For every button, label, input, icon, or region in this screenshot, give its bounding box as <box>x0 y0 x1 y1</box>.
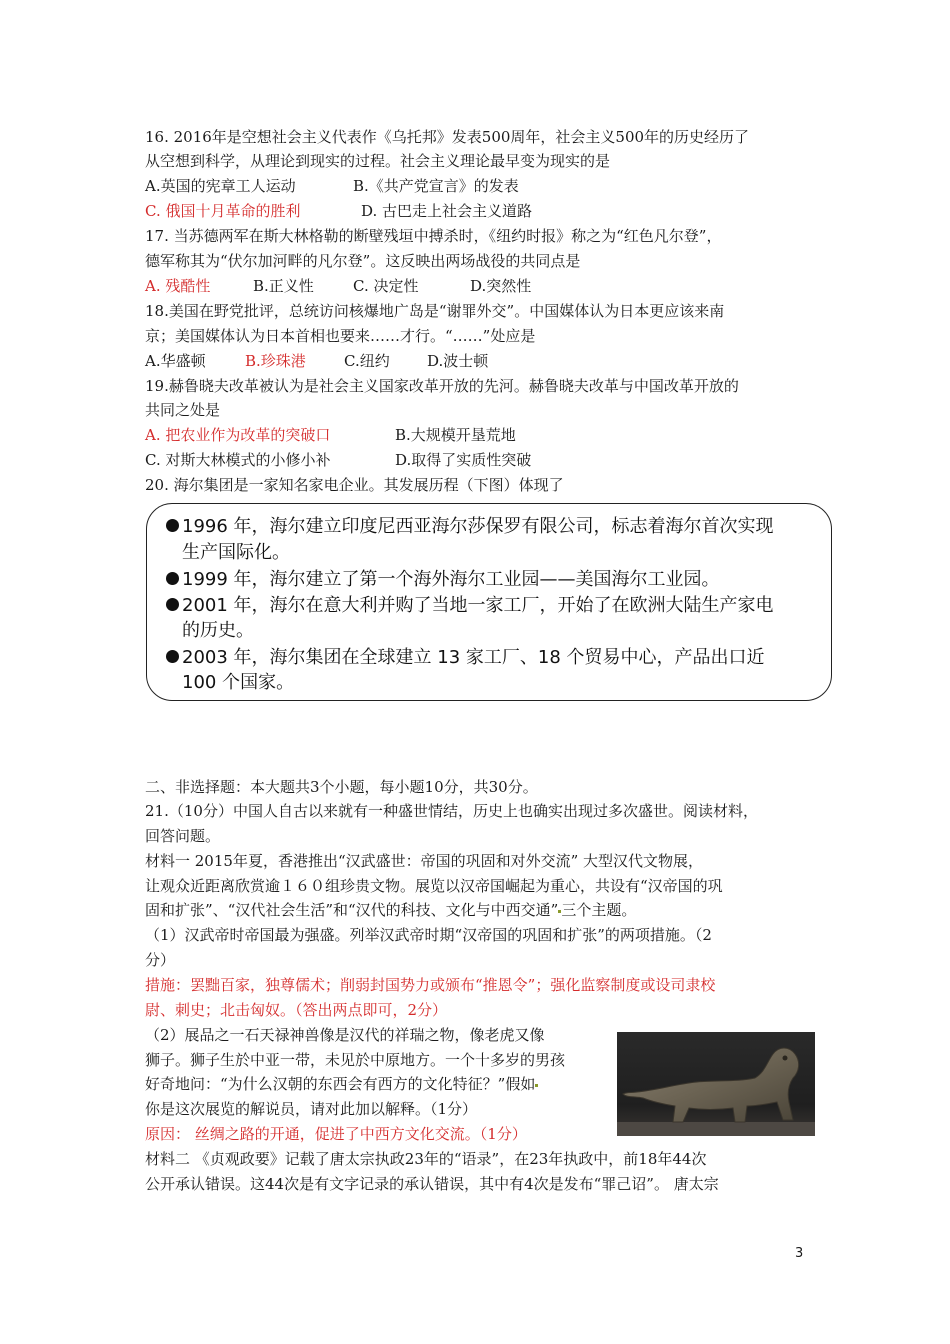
material1-line3: 固和扩张”、“汉代社会生活”和“汉代的科技、文化与中西交通” 三个主题。 <box>145 901 637 919</box>
q16-option-d: D. 古巴走上社会主义道路 <box>361 202 533 220</box>
q18-option-a: A.华盛顿 <box>145 352 206 370</box>
q19-option-a-answer: A. 把农业作为改革的突破口 <box>145 426 331 444</box>
sub-question1-line1: （1）汉武帝时帝国最为强盛。列举汉武帝时期“汉帝国的巩固和扩张”的两项措施。（2 <box>145 926 712 944</box>
q16-options-row1 <box>145 176 845 196</box>
q16-options-row2 <box>145 201 845 221</box>
q19-stem-line1: 19.赫鲁晓夫改革被认为是社会主义国家改革开放的先河。赫鲁晓夫改革与中国改革开放的 <box>145 377 739 395</box>
sub-question1-line2: 分） <box>145 951 176 969</box>
q21-stem-line1: 21.（10分）中国人自古以来就有一种盛世情结，历史上也确实出现过多次盛世。阅读材料， <box>145 802 758 820</box>
q18-stem-line1: 18.美国在野党批评，总统访问核爆地广岛是“谢罪外交”。中国媒体认为日本更应该来南 <box>145 302 725 320</box>
q20-stem: 20. 海尔集团是一家知名家电企业。其发展历程（下图）体现了 <box>145 476 564 494</box>
bullet-icon <box>166 650 179 663</box>
haier-2001-line2: 的历史。 <box>182 620 254 641</box>
sub-question2-line3: 好奇地问：“为什么汉朝的东西会有西方的文化特征？”假如 <box>145 1074 538 1094</box>
sub-question2-line2: 狮子。狮子生於中亚一带，未见於中原地方。一个十多岁的男孩 <box>145 1051 566 1069</box>
haier-2003-line2: 100 个国家。 <box>182 672 295 693</box>
q16-stem-line2: 从空想到科学，从理论到现实的过程。社会主义理论最早变为现实的是 <box>145 152 611 170</box>
q17-stem-line1: 17. 当苏德两军在斯大林格勒的断壁残垣中搏杀时，《纽约时报》称之为“红色凡尔登”， <box>145 227 722 245</box>
q21-stem-line2: 回答问题。 <box>145 827 221 845</box>
q19-options-row1 <box>145 425 845 445</box>
q18-option-d: D.波士顿 <box>427 352 489 370</box>
haier-1996-line1: 1996 年，海尔建立印度尼西亚海尔莎保罗有限公司，标志着海尔首次实现 <box>166 514 774 539</box>
q17-option-c: C. 决定性 <box>353 277 419 295</box>
q19-stem-line2: 共同之处是 <box>145 401 221 419</box>
stone-beast-photo <box>617 1032 815 1136</box>
q16-stem-line1: 16. 2016年是空想社会主义代表作《乌托邦》发表500周年，社会主义500年的历史经历了 <box>145 128 750 146</box>
sub-question2-line1: （2）展品之一石天禄神兽像是汉代的祥瑞之物，像老虎又像 <box>145 1026 545 1044</box>
edit-mark-icon <box>535 1084 538 1087</box>
q17-option-b: B.正义性 <box>253 277 314 295</box>
q16-option-a: A.英国的宪章工人运动 <box>145 177 296 195</box>
sub-question2-line4: 你是这次展览的解说员，请对此加以解释。（1分） <box>145 1100 478 1118</box>
bullet-icon <box>166 572 179 585</box>
haier-1999-line1: 1999 年，海尔建立了第一个海外海尔工业园——美国海尔工业园。 <box>166 567 720 592</box>
material1-line1: 材料一 2015年夏，香港推出“汉武盛世：帝国的巩固和对外交流” 大型汉代文物展， <box>145 852 704 870</box>
stone-beast-icon <box>617 1032 815 1136</box>
q18-option-b-answer: B.珍珠港 <box>245 352 306 370</box>
q19-option-d: D.取得了实质性突破 <box>395 451 532 469</box>
q19-option-b: B.大规模开垦荒地 <box>395 426 516 444</box>
q16-option-b: B.《共产党宣言》的发表 <box>353 177 519 195</box>
page-number: 3 <box>795 1246 804 1261</box>
haier-1996-line2: 生产国际化。 <box>182 542 290 563</box>
q17-options-row <box>145 276 845 296</box>
q17-stem-line2: 德军称其为“伏尔加河畔的凡尔登”。这反映出两场战役的共同点是 <box>145 252 581 270</box>
haier-2001-line1: 2001 年，海尔在意大利并购了当地一家工厂，开始了在欧洲大陆生产家电 <box>166 593 774 618</box>
bullet-icon <box>166 519 179 532</box>
answer1-line2: 尉、刺史；北击匈奴。（答出两点即可，2分） <box>145 1001 448 1019</box>
q17-option-d: D.突然性 <box>470 277 532 295</box>
section2-heading: 二、非选择题：本大题共3个小题，每小题10分，共30分。 <box>145 778 538 796</box>
material1-line2: 让观众近距离欣赏逾１６０组珍贵文物。展览以汉帝国崛起为重心，共设有“汉帝国的巩 <box>145 877 723 895</box>
material2-line2: 公开承认错误。这44次是有文字记录的承认错误，其中有4次是发布“罪己诏”。 唐太宗 <box>145 1175 719 1193</box>
q16-option-c-answer: C. 俄国十月革命的胜利 <box>145 202 301 220</box>
q18-options-row <box>145 351 845 371</box>
material2-line1: 材料二 《贞观政要》记载了唐太宗执政23年的“语录”，在23年执政中，前18年44次 <box>145 1150 707 1168</box>
q17-option-a-answer: A. 残酷性 <box>145 277 211 295</box>
bullet-icon <box>166 598 179 611</box>
answer1-line1: 措施：罢黜百家，独尊儒术；削弱封国势力或颁布“推恩令”；强化监察制度或设司隶校 <box>145 976 716 994</box>
haier-2003-line1: 2003 年，海尔集团在全球建立 13 家工厂、18 个贸易中心，产品出口近 <box>166 645 765 670</box>
q19-options-row2 <box>145 450 845 470</box>
q18-stem-line2: 京；美国媒体认为日本首相也要来……才行。“……”处应是 <box>145 327 536 345</box>
answer2: 原因： 丝绸之路的开通，促进了中西方文化交流。（1分） <box>145 1125 527 1143</box>
q19-option-c: C. 对斯大林模式的小修小补 <box>145 451 331 469</box>
q18-option-c: C.纽约 <box>344 352 390 370</box>
